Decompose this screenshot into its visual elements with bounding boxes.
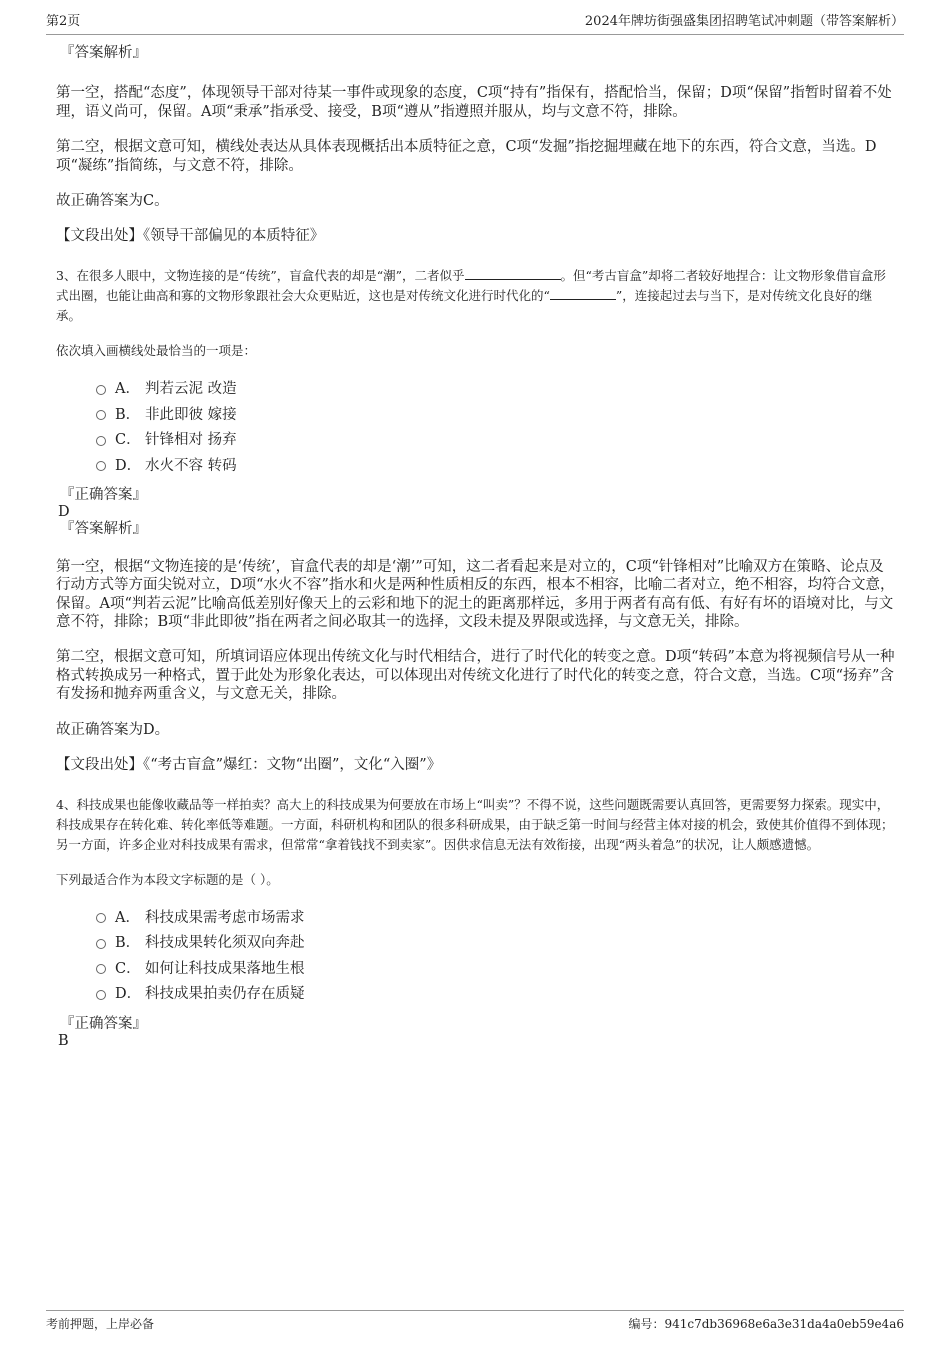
page-footer (46, 1310, 904, 1335)
option-text: 科技成果需考虑市场需求 (145, 909, 305, 926)
q2-analysis-p2: 第二空，根据文意可知，横线处表达从具体表现概括出本质特征之意，C项“发掘”指挖掘埋藏在地下的东西，符合文意，当选。D项“凝练”指简练，与文意不符，排除。 (56, 139, 877, 174)
option-letter: D． (115, 457, 142, 474)
document-id: 编号：941c7db36968e6a3e31da4a0eb59e4a6 (628, 1317, 904, 1331)
q4-option-b[interactable] (96, 929, 896, 955)
option-text: 判若云泥 改造 (145, 381, 237, 398)
footer-slogan: 考前押题，上岸必备 (46, 1317, 155, 1331)
q3-option-a[interactable] (96, 375, 896, 401)
page-content (56, 44, 896, 1050)
option-text: 针锋相对 扬弃 (145, 432, 237, 449)
q3-options (96, 375, 896, 477)
option-letter: A． (115, 381, 140, 398)
q3-conclusion: 故正确答案为D。 (56, 721, 170, 738)
option-text: 水火不容 转码 (145, 457, 237, 474)
radio-icon[interactable] (96, 461, 106, 471)
option-letter: C． (115, 960, 141, 977)
q3-source: 【文段出处】《“考古盲盒”爆红：文物“出圈”，文化“入圈”》 (56, 757, 442, 774)
radio-icon[interactable] (96, 385, 106, 395)
option-text: 如何让科技成果落地生根 (145, 960, 305, 977)
q4-option-c[interactable] (96, 955, 896, 981)
option-letter: D． (115, 986, 142, 1003)
radio-icon[interactable] (96, 964, 106, 974)
document-title: 2024年牌坊街强盛集团招聘笔试冲刺题（带答案解析） (584, 14, 904, 29)
radio-icon[interactable] (96, 913, 106, 923)
q2-source: 【文段出处】《领导干部偏见的本质特征》 (56, 228, 325, 245)
q3-stem (56, 266, 896, 326)
option-letter: B． (115, 935, 141, 952)
q2-analysis-label: 『答案解析』 (60, 45, 147, 61)
option-letter: B． (115, 406, 141, 423)
radio-icon[interactable] (96, 990, 106, 1000)
q2-analysis-p1: 第一空，搭配“态度”，体现领导干部对待某一事件或现象的态度，C项“持有”指保有，搭配恰当，保留；D项“保留”指暂时留着不处理，语义尚可，保留。A项“秉承”指承受、接受，B项“遵从”指遵照并服从，均与文意不符，排除。 (56, 85, 892, 120)
q2-conclusion: 故正确答案为C。 (56, 193, 169, 210)
q3-option-b[interactable] (96, 400, 896, 426)
q3-stem-part2: 。但“考古盲盒”却将二者较好地捏合：让文物形象借盲盒形式出圈，也能让曲高和寡的文物形象跟社会大众更贴近，这也是对传统文化进行时代化的“ (56, 267, 886, 303)
q3-answer: D (58, 503, 70, 520)
radio-icon[interactable] (96, 939, 106, 949)
option-text: 科技成果拍卖仍存在质疑 (145, 986, 305, 1003)
radio-icon[interactable] (96, 410, 106, 420)
q3-option-c[interactable] (96, 426, 896, 452)
option-letter: C． (115, 432, 141, 449)
q3-stem-part1: 3、在很多人眼中，文物连接的是“传统”，盲盒代表的却是“潮”，二者似乎 (56, 267, 465, 283)
q4-options (96, 904, 896, 1006)
q3-answer-label: 『正确答案』 (60, 486, 147, 503)
q3-stem-part3: ”，连接起过去与当下，是对传统文化良好的继承。 (56, 287, 873, 323)
option-text: 非此即彼 嫁接 (145, 406, 237, 423)
q3-prompt: 依次填入画横线处最恰当的一项是： (56, 342, 257, 358)
q3-analysis-label: 『答案解析』 (60, 520, 147, 537)
q4-option-a[interactable] (96, 904, 896, 930)
q4-answer: B (58, 1032, 69, 1049)
page-header (46, 12, 904, 35)
q3-analysis-p1: 第一空，根据“文物连接的是‘传统’，盲盒代表的却是‘潮’”可知，这二者看起来是对立的，C项“针锋相对”比喻双方在策略、论点及行动方式等方面尖锐对立，D项“水火不容”指水和火是两种性质相反的东西，根本不相容，比喻二者对立，绝不相容，均符合文意，保留。A项“判若云泥”比喻高低差别好像天上的云彩和地下的泥土的距离那样远，多用于两者有高有低、有好有坏的语境对比，与文意不符，排除；B项“非此即彼”指在两者之间必取其一的选择，文段未提及界限或选择，与文意无关，排除。 (56, 558, 895, 631)
page-number: 第2页 (46, 14, 81, 29)
option-letter: A． (115, 909, 140, 926)
q4-stem: 4、科技成果也能像收藏品等一样拍卖？高大上的科技成果为何要放在市场上“叫卖”？不得不说，这些问题既需要认真回答，更需要努力探索。现实中，科技成果存在转化难、转化率低等难题。一方面，科研机构和团队的很多科研成果，由于缺乏第一时间与经营主体对接的机会，致使其价值得不到体现；另一方面，许多企业对科技成果有需求，但常常“拿着钱找不到卖家”。因供求信息无法有效衔接，出现“两头着急”的状况，让人颇感遗憾。 (56, 796, 894, 852)
q3-analysis-p2: 第二空，根据文意可知，所填词语应体现出传统文化与时代相结合，进行了时代化的转变之意。D项“转码”本意为将视频信号从一种格式转换成另一种格式，置于此处为形象化表达，可以体现出对传统文化进行了时代化的转变之意，符合文意，当选。C项“扬弃”含有发扬和抛弃两重含义，与文意无关，排除。 (56, 649, 895, 703)
q3-blank-2 (550, 287, 616, 300)
radio-icon[interactable] (96, 436, 106, 446)
q3-option-d[interactable] (96, 451, 896, 477)
option-text: 科技成果转化须双向奔赴 (145, 935, 305, 952)
q3-blank-1 (465, 267, 561, 280)
q4-answer-label: 『正确答案』 (60, 1015, 147, 1032)
q4-option-d[interactable] (96, 980, 896, 1006)
q4-prompt: 下列最适合作为本段文字标题的是（ ）。 (56, 871, 279, 887)
